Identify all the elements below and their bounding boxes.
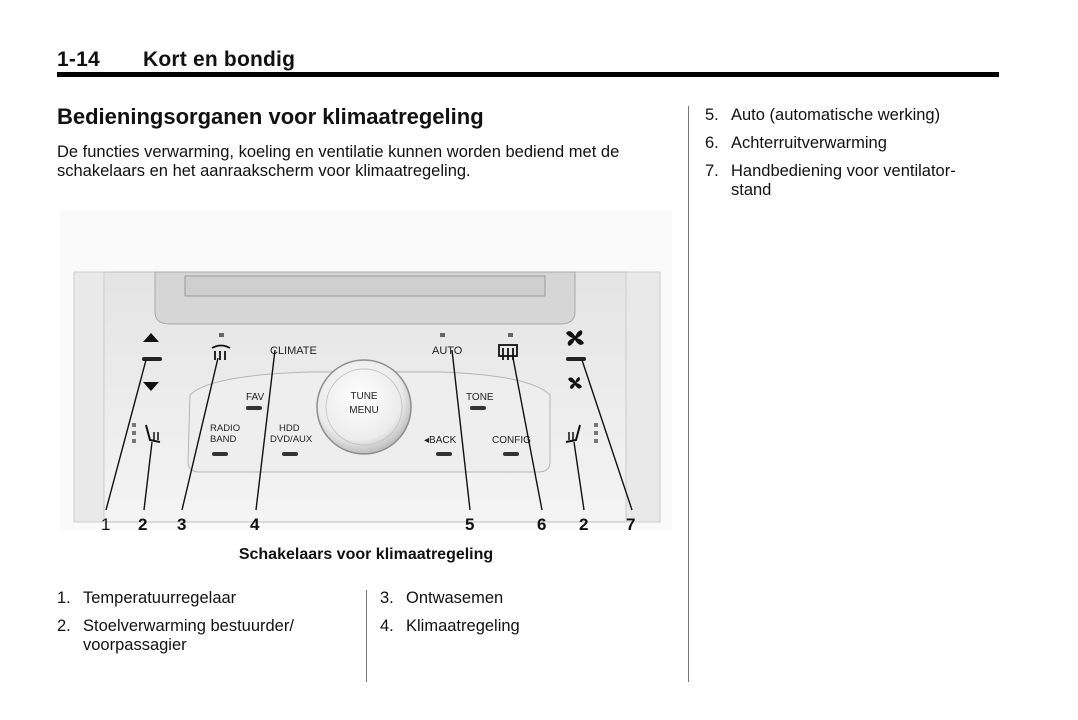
header-rule [57, 72, 999, 77]
section-title: Bedieningsorganen voor klimaatregeling [57, 104, 484, 129]
legend-list-left [57, 589, 347, 664]
auto-label: AUTO [432, 345, 463, 357]
callout-7: 7 [626, 515, 636, 534]
fav-label: FAV [246, 392, 265, 403]
climate-label: CLIMATE [270, 345, 317, 357]
page-number: 1-14 [57, 48, 100, 71]
hdd-label: HDD [279, 423, 300, 434]
legend-list-mid [380, 589, 670, 645]
callout-3: 3 [177, 515, 187, 534]
climate-panel-illustration [60, 200, 672, 536]
radio-label: RADIO [210, 423, 241, 434]
column-divider-short [366, 590, 367, 682]
config-label: CONFIG [492, 435, 531, 446]
chapter-title: Kort en bondig [143, 48, 296, 71]
band-label: BAND [210, 434, 237, 445]
list-item: 1. Temperatuurregelaar [57, 589, 237, 607]
tone-button [470, 406, 486, 410]
legend-list-right [705, 106, 995, 209]
callout-4: 4 [250, 515, 260, 534]
config-button [503, 452, 519, 456]
hdd-dvd-aux-button [282, 452, 298, 456]
callout-6: 6 [537, 515, 547, 534]
radio-band-button [212, 452, 228, 456]
list-item: 6. Achterruitverwarming [705, 134, 887, 152]
callout-2-left: 2 [138, 515, 148, 534]
temp-slider-left [142, 357, 162, 361]
callout-5: 5 [465, 515, 475, 534]
dvd-aux-label: DVD/AUX [270, 434, 313, 445]
display-screen [185, 276, 545, 296]
list-item: 3. Ontwasemen [380, 589, 504, 607]
list-item: 2. Stoelverwarming bestuurder/ voorpassagier [57, 617, 294, 654]
intro-paragraph: De functies verwarming, koeling en ventilatie kunnen worden bediend met de schakelaars en het aanraakscherm voor klimaatregeling. [57, 143, 620, 180]
tone-label: TONE [466, 392, 494, 403]
menu-label: MENU [349, 405, 379, 416]
list-item: 7. Handbediening voor ventilator-stand [705, 162, 956, 199]
fan-slider [566, 357, 586, 361]
column-divider [688, 106, 689, 682]
back-button [436, 452, 452, 456]
page-header [57, 48, 295, 72]
back-label: ◂BACK [424, 435, 457, 446]
list-item: 4. Klimaatregeling [380, 617, 520, 635]
tune-label: TUNE [350, 391, 378, 402]
callout-2-right: 2 [579, 515, 589, 534]
figure-caption: Schakelaars voor klimaatregeling [238, 546, 494, 563]
list-item: 5. Auto (automatische werking) [705, 106, 941, 124]
fav-button [246, 406, 262, 410]
callout-1: 1 [101, 515, 111, 534]
